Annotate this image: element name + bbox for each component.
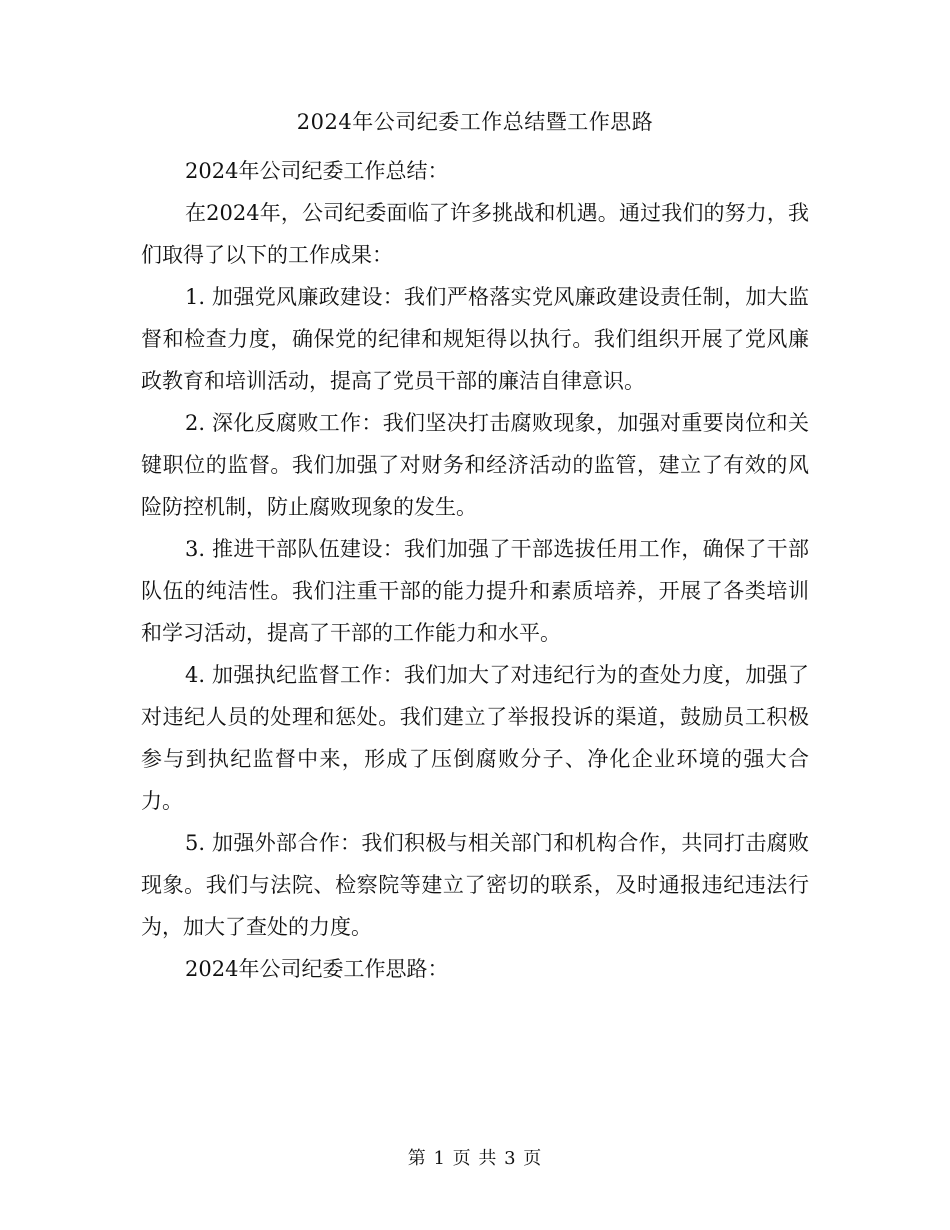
item-2-paragraph: 2. 深化反腐败工作：我们坚决打击腐败现象，加强对重要岗位和关键职位的监督。我们加强了对财务和经济活动的监管，建立了有效的风险防控机制，防止腐败现象的发生。 xyxy=(141,411,809,519)
page-number-footer: 第 1 页 共 3 页 xyxy=(407,1148,543,1169)
item-4-paragraph: 4. 加强执纪监督工作：我们加大了对违纪行为的查处力度，加强了对违纪人员的处理和惩处。我们建立了举报投诉的渠道，鼓励员工积极参与到执纪监督中来，形成了压倒腐败分子、净化企业环境的强大合力。 xyxy=(141,663,809,813)
item-1-paragraph: 1. 加强党风廉政建设：我们严格落实党风廉政建设责任制，加大监督和检查力度，确保党的纪律和规矩得以执行。我们组织开展了党风廉政教育和培训活动，提高了党员干部的廉洁自律意识。 xyxy=(141,285,809,393)
document-body xyxy=(141,150,809,990)
document-title: 2024年公司纪委工作总结暨工作思路 xyxy=(296,110,654,134)
item-3-paragraph: 3. 推进干部队伍建设：我们加强了干部选拔任用工作，确保了干部队伍的纯洁性。我们注重干部的能力提升和素质培养，开展了各类培训和学习活动，提高了干部的工作能力和水平。 xyxy=(141,537,809,645)
summary-heading: 2024年公司纪委工作总结： xyxy=(185,159,449,183)
intro-paragraph: 在2024年，公司纪委面临了许多挑战和机遇。通过我们的努力，我们取得了以下的工作成果： xyxy=(141,201,809,267)
item-5-paragraph: 5. 加强外部合作：我们积极与相关部门和机构合作，共同打击腐败现象。我们与法院、检察院等建立了密切的联系，及时通报违纪违法行为，加大了查处的力度。 xyxy=(141,831,809,939)
thoughts-heading: 2024年公司纪委工作思路： xyxy=(185,957,449,981)
